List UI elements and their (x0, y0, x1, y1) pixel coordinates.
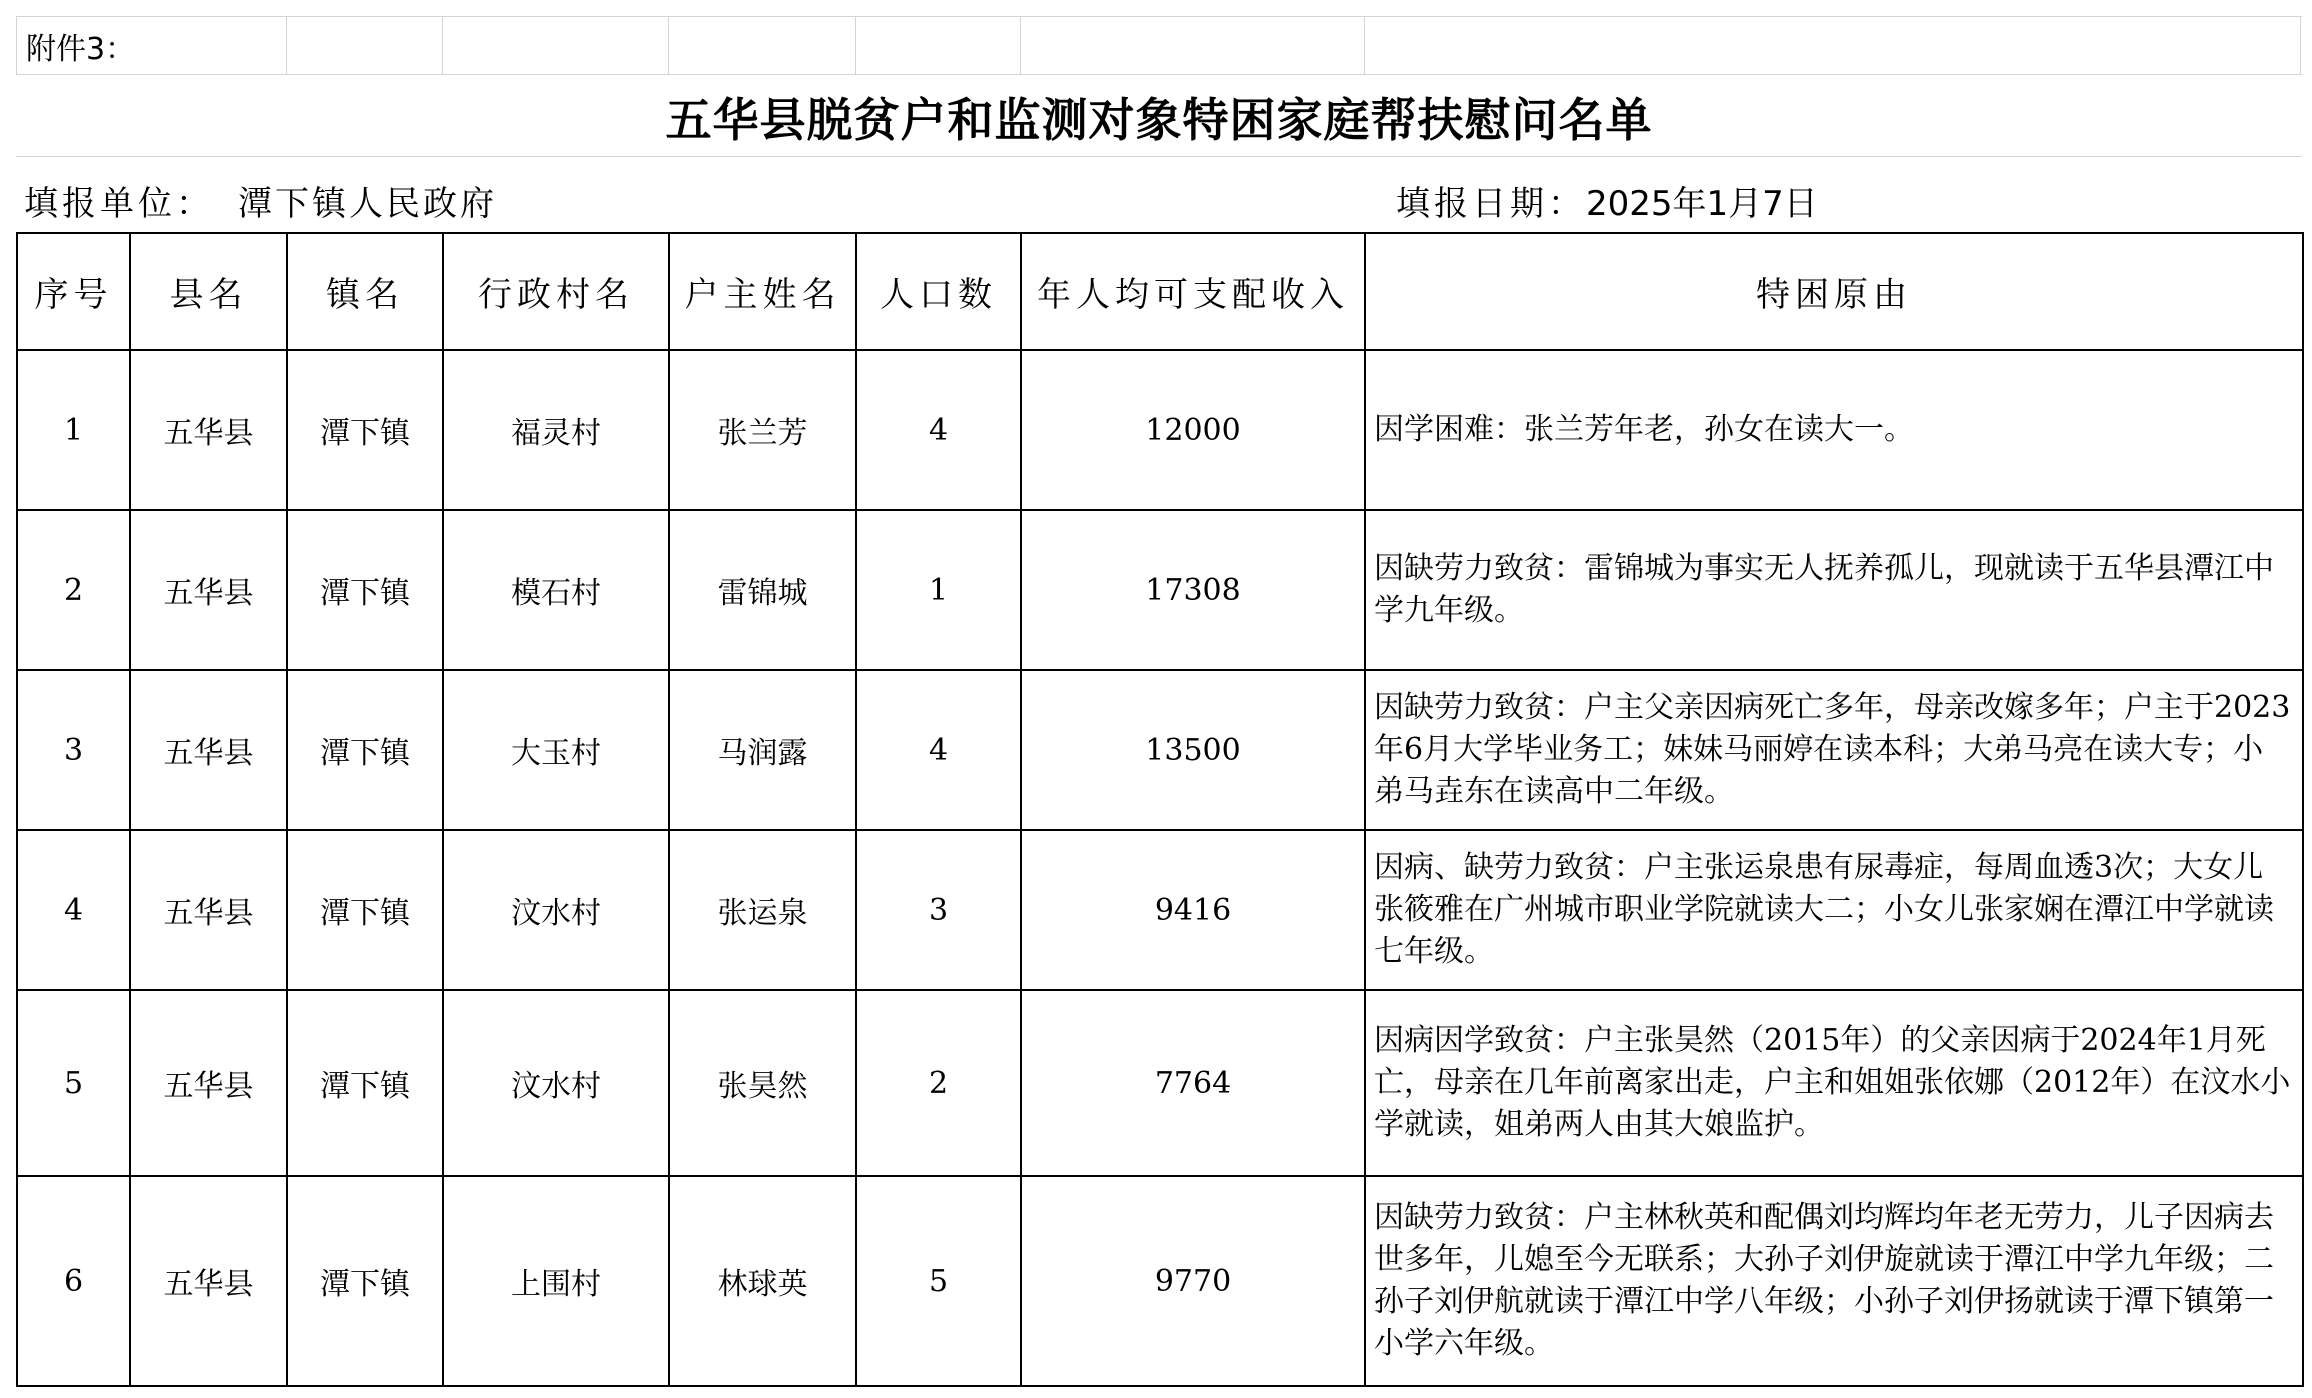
cell-index: 5 (17, 990, 130, 1176)
cell-index: 3 (17, 670, 130, 830)
cell-population: 2 (856, 990, 1021, 1176)
cell-index: 1 (17, 350, 130, 510)
table-row (17, 510, 2303, 670)
cell-income: 7764 (1021, 990, 1365, 1176)
page-title: 五华县脱贫户和监测对象特困家庭帮扶慰问名单 (665, 93, 1653, 147)
header-population: 人口数 (856, 233, 1021, 350)
cell-county: 五华县 (130, 990, 287, 1176)
cell-village: 上围村 (443, 1176, 669, 1386)
cell-household-head: 张运泉 (669, 830, 856, 990)
cell-population: 3 (856, 830, 1021, 990)
cell-reason: 因病、缺劳力致贫：户主张运泉患有尿毒症，每周血透3次；大女儿张筱雅在广州城市职业学院就读大二；小女儿张家娴在潭江中学就读七年级。 (1365, 830, 2303, 990)
header-reason: 特困原由 (1365, 233, 2303, 350)
cell-village: 模石村 (443, 510, 669, 670)
cell-household-head: 林球英 (669, 1176, 856, 1386)
cell-county: 五华县 (130, 830, 287, 990)
cell-index: 2 (17, 510, 130, 670)
annex-label: 附件3： (26, 32, 136, 67)
cell-population: 5 (856, 1176, 1021, 1386)
header-village: 行政村名 (443, 233, 669, 350)
cell-household-head: 雷锦城 (669, 510, 856, 670)
cell-county: 五华县 (130, 510, 287, 670)
cell-reason: 因学困难：张兰芳年老，孙女在读大一。 (1365, 350, 2303, 510)
filing-unit (24, 176, 497, 225)
cell-household-head: 张兰芳 (669, 350, 856, 510)
cell-town: 潭下镇 (287, 670, 443, 830)
cell-town: 潭下镇 (287, 350, 443, 510)
filing-date-value: 2025年1月7日 (1586, 184, 1818, 224)
cell-population: 4 (856, 350, 1021, 510)
filing-date-label: 填报日期： (1396, 184, 1586, 224)
header-income: 年人均可支配收入 (1021, 233, 1365, 350)
cell-reason: 因缺劳力致贫：户主父亲因病死亡多年，母亲改嫁多年；户主于2023年6月大学毕业务工；妹妹马丽婷在读本科；大弟马亮在读大专；小弟马垚东在读高中二年级。 (1365, 670, 2303, 830)
cell-village: 福灵村 (443, 350, 669, 510)
cell-reason: 因缺劳力致贫：雷锦城为事实无人抚养孤儿，现就读于五华县潭江中学九年级。 (1365, 510, 2303, 670)
cell-index: 6 (17, 1176, 130, 1386)
cell-county: 五华县 (130, 670, 287, 830)
cell-reason: 因病因学致贫：户主张昊然（2015年）的父亲因病于2024年1月死亡，母亲在几年前离家出走，户主和姐姐张依娜（2012年）在汶水小学就读，姐弟两人由其大娘监护。 (1365, 990, 2303, 1176)
filing-date (1396, 176, 1818, 225)
table-row (17, 350, 2303, 510)
cell-income: 9416 (1021, 830, 1365, 990)
table-row (17, 1176, 2303, 1386)
cell-reason: 因缺劳力致贫：户主林秋英和配偶刘均辉均年老无劳力，儿子因病去世多年，儿媳至今无联系；大孙子刘伊旋就读于潭江中学九年级；二孙子刘伊航就读于潭江中学八年级；小孙子刘伊扬就读于潭下镇第一小学六年级。 (1365, 1176, 2303, 1386)
header-household-head: 户主姓名 (669, 233, 856, 350)
cell-index: 4 (17, 830, 130, 990)
cell-population: 1 (856, 510, 1021, 670)
relief-table (16, 232, 2302, 1383)
cell-income: 9770 (1021, 1176, 1365, 1386)
cell-population: 4 (856, 670, 1021, 830)
filing-unit-value: 潭下镇人民政府 (238, 184, 497, 224)
cell-village: 大玉村 (443, 670, 669, 830)
cell-county: 五华县 (130, 350, 287, 510)
header-county: 县名 (130, 233, 287, 350)
cell-household-head: 马润露 (669, 670, 856, 830)
table-header-row (17, 233, 2303, 350)
cell-town: 潭下镇 (287, 990, 443, 1176)
filing-unit-label: 填报单位： (24, 184, 214, 224)
header-index: 序号 (17, 233, 130, 350)
cell-household-head: 张昊然 (669, 990, 856, 1176)
cell-town: 潭下镇 (287, 1176, 443, 1386)
cell-income: 17308 (1021, 510, 1365, 670)
cell-income: 13500 (1021, 670, 1365, 830)
header-town: 镇名 (287, 233, 443, 350)
table-row (17, 670, 2303, 830)
table-row (17, 990, 2303, 1176)
cell-county: 五华县 (130, 1176, 287, 1386)
table-row (17, 830, 2303, 990)
cell-village: 汶水村 (443, 830, 669, 990)
cell-town: 潭下镇 (287, 510, 443, 670)
cell-town: 潭下镇 (287, 830, 443, 990)
cell-village: 汶水村 (443, 990, 669, 1176)
cell-income: 12000 (1021, 350, 1365, 510)
